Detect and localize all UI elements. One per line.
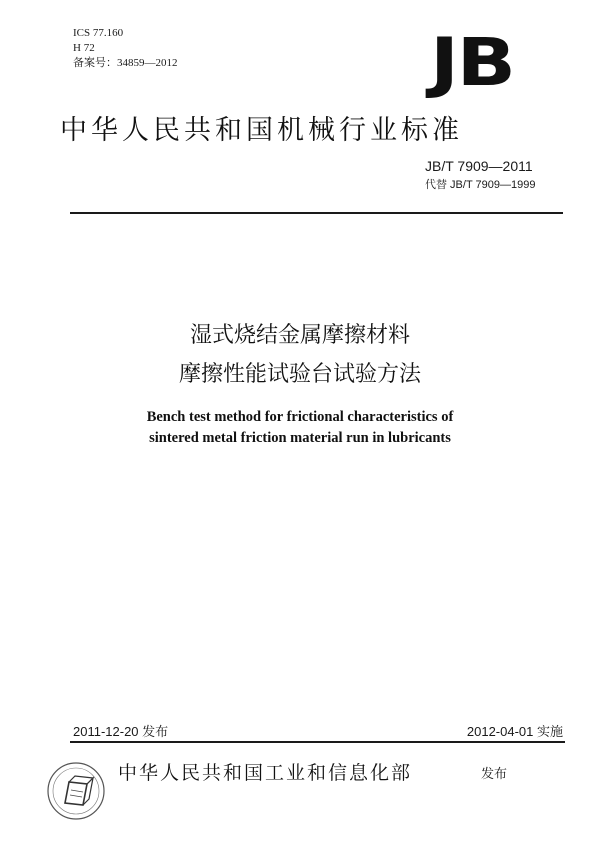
replaces-standard: 代替 JB/T 7909—1999: [425, 179, 536, 191]
english-title-line-2: sintered metal friction material run in lubricants: [149, 430, 451, 446]
classification-code: H 72: [73, 42, 95, 54]
chinese-title-line-1: 湿式烧结金属摩擦材料: [189, 323, 410, 348]
top-divider: [70, 212, 563, 214]
standard-number: JB/T 7909—2011: [425, 158, 533, 174]
ics-code: ICS 77.160: [73, 27, 124, 39]
implement-date: 2012-04-01 实施: [466, 724, 563, 739]
bottom-divider: [70, 741, 565, 743]
publish-date: 2011-12-20 发布: [73, 724, 169, 739]
chinese-title-line-2: 摩擦性能试验台试验方法: [178, 362, 421, 387]
record-number: 备案号：34859—2012: [73, 57, 178, 69]
issuing-authority: 中华人民共和国工业和信息化部: [118, 762, 413, 784]
ministry-seal-stamp: [45, 760, 107, 822]
jb-logo: JB: [430, 24, 514, 101]
standard-category-title: 中华人民共和国机械行业标准: [60, 115, 463, 146]
issuing-authority-suffix: 发布: [481, 766, 508, 781]
english-title-line-1: Bench test method for frictional characteristics of: [146, 409, 454, 425]
